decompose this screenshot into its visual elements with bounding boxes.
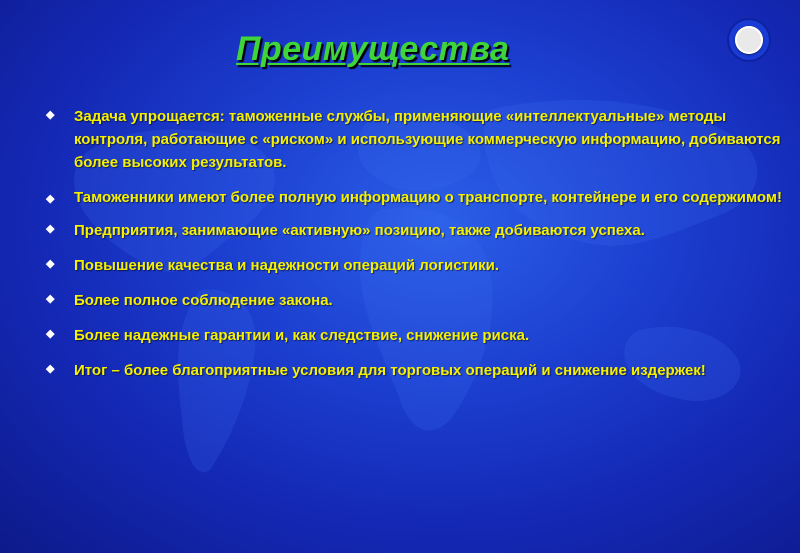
bullet-item — [46, 324, 786, 347]
diamond-bullet-icon: ◆ — [46, 223, 55, 235]
diamond-bullet-icon: ◆ — [46, 363, 55, 375]
diamond-bullet-icon: ◆ — [46, 293, 55, 305]
diamond-bullet-icon: ◆ — [46, 328, 55, 340]
diamond-bullet-icon: ◆ — [46, 258, 55, 270]
bullet-item — [46, 105, 786, 174]
bullet-item — [46, 254, 786, 277]
bullet-item — [46, 219, 786, 242]
diamond-bullet-icon: ◆ — [46, 193, 55, 205]
nav-button-icon — [735, 26, 763, 54]
bullet-list — [46, 105, 786, 382]
bullet-text: Итог – более благоприятные условия для торговых операций и снижение издержек! — [74, 362, 706, 379]
circle-nav-button[interactable] — [727, 18, 771, 62]
bullet-item — [46, 189, 786, 207]
diamond-bullet-icon: ◆ — [46, 109, 55, 121]
slide-title: Преимущества — [236, 30, 510, 68]
bullet-text: Предприятия, занимающие «активную» позицию, также добиваются успеха. — [74, 222, 645, 239]
bullet-text: Таможенники имеют более полную информацию о транспорте, контейнере и его содержимом! — [74, 189, 782, 206]
bullet-text: Более полное соблюдение закона. — [74, 292, 333, 309]
bullet-text: Задача упрощается: таможенные службы, применяющие «интеллектуальные» методы контроля, работающие с «риском» и использующие коммерческую информацию, добиваются более высоких результатов. — [74, 108, 781, 171]
bullet-text: Повышение качества и надежности операций логистики. — [74, 257, 500, 274]
bullet-item — [46, 359, 786, 382]
bullet-item — [46, 289, 786, 312]
bullet-text: Более надежные гарантии и, как следствие, снижение риска. — [74, 327, 530, 344]
